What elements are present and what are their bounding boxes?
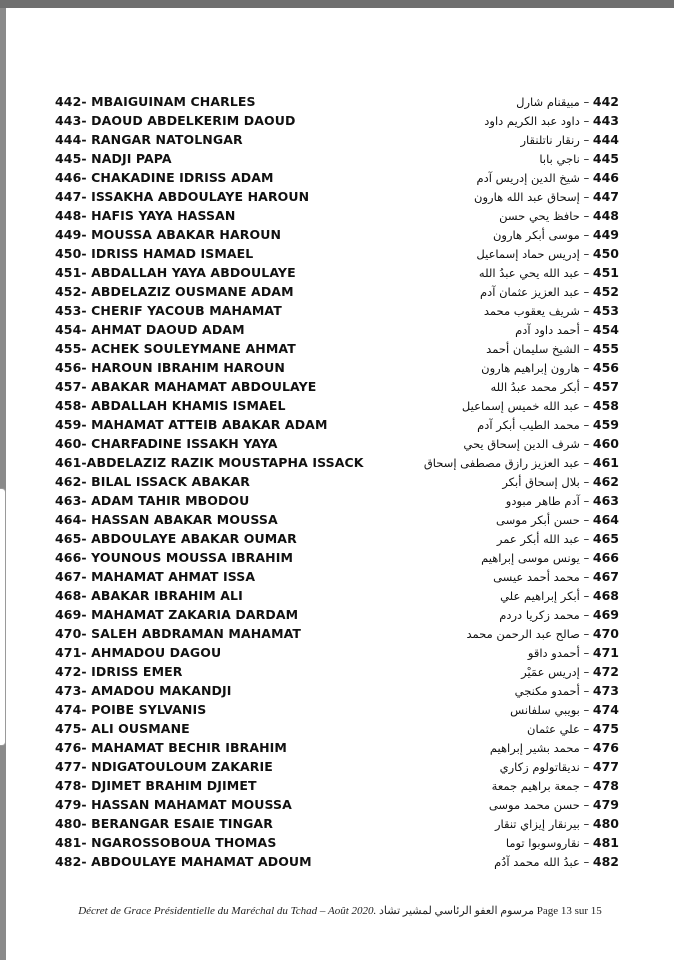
arabic-entry: 466 – يونس موسى إبراهيم [481, 550, 619, 565]
list-item [6, 187, 674, 206]
entry-number: 454 [592, 322, 619, 337]
latin-name: 466- YOUNOUS MOUSSA IBRAHIM [55, 550, 294, 565]
arabic-name: محمد الطيب أبكر آدم [477, 418, 580, 432]
arabic-entry: 451 – عبد الله يحي عبدُ الله [478, 265, 619, 280]
latin-name: 470- SALEH ABDRAMAN MAHAMAT [55, 626, 302, 641]
arabic-entry: 442 – مبيقنام شارل [516, 94, 619, 109]
list-item [6, 453, 674, 472]
arabic-name: نديقاتولوم زكاري [499, 760, 580, 774]
latin-name: 482- ABDOULAYE MAHAMAT ADOUM [55, 854, 312, 869]
arabic-entry: 471 – أحمدو داقو [527, 645, 619, 660]
entry-number: 471 [592, 645, 619, 660]
arabic-name: عبد الله خميس إسماعيل [461, 399, 580, 413]
latin-name: 467- MAHAMAT AHMAT ISSA [55, 569, 256, 584]
arabic-entry: 468 – أبكر إبراهيم علي [500, 588, 619, 603]
arabic-name: آدم طاهر مبودو [505, 494, 580, 508]
entry-number: 462 [592, 474, 619, 489]
list-item [6, 206, 674, 225]
latin-name: 469- MAHAMAT ZAKARIA DARDAM [55, 607, 299, 622]
entry-number: 481 [592, 835, 619, 850]
latin-name: 468- ABAKAR IBRAHIM ALI [55, 588, 243, 603]
arabic-name: شرف الدين إسحاق يحي [463, 437, 580, 451]
latin-name: 481- NGAROSSOBOUA THOMAS [55, 835, 277, 850]
entry-number: 444 [592, 132, 619, 147]
entry-number: 477 [592, 759, 619, 774]
arabic-entry: 473 – أحمدو مكنجي [514, 683, 619, 698]
latin-name: 447- ISSAKHA ABDOULAYE HAROUN [55, 189, 310, 204]
arabic-name: داود عبد الكريم داود [484, 114, 580, 128]
arabic-entry: 464 – حسن أبكر موسى [495, 512, 619, 527]
entry-number: 482 [592, 854, 619, 869]
list-item [6, 624, 674, 643]
latin-name: 452- ABDELAZIZ OUSMANE ADAM [55, 284, 294, 299]
list-item [6, 662, 674, 681]
latin-name: 454- AHMAT DAOUD ADAM [55, 322, 245, 337]
arabic-entry: 478 – جمعة براهيم جمعة [491, 778, 619, 793]
arabic-entry: 461 – عبد العزيز رازق مصطفى إسحاق [423, 455, 619, 470]
list-item [6, 92, 674, 111]
latin-name: 476- MAHAMAT BECHIR IBRAHIM [55, 740, 287, 755]
list-item [6, 358, 674, 377]
arabic-name: علي عثمان [527, 722, 580, 736]
latin-name: 446- CHAKADINE IDRISS ADAM [55, 170, 274, 185]
list-item [6, 605, 674, 624]
arabic-entry: 462 – بلال إسحاق أبكر [502, 474, 619, 489]
entry-number: 445 [592, 151, 619, 166]
arabic-entry: 470 – صالح عبد الرحمن محمد [466, 626, 619, 641]
latin-name: 460- CHARFADINE ISSAKH YAYA [55, 436, 278, 451]
latin-name: 455- ACHEK SOULEYMANE AHMAT [55, 341, 296, 356]
list-item [6, 852, 674, 871]
list-item [6, 681, 674, 700]
arabic-entry: 447 – إسحاق عبد الله هارون [474, 189, 619, 204]
arabic-name: نقاروسوبوا توما [505, 836, 580, 850]
entry-number: 451 [592, 265, 619, 280]
latin-name: 471- AHMADOU DAGOU [55, 645, 222, 660]
arabic-name: بيرنقار إيزاي تنقار [494, 817, 580, 831]
entry-number: 450 [592, 246, 619, 261]
arabic-name: موسى أبكر هارون [492, 228, 580, 242]
arabic-entry: 452 – عبد العزيز عثمان آدم [480, 284, 619, 299]
footer-page-number: Page 13 sur 15 [536, 905, 602, 917]
arabic-name: أحمد داود آدم [515, 323, 580, 337]
list-item [6, 548, 674, 567]
entry-number: 446 [592, 170, 619, 185]
list-item [6, 567, 674, 586]
arabic-name: إدريس حماد إسماعيل [476, 247, 580, 261]
latin-name: 474- POIBE SYLVANIS [55, 702, 207, 717]
latin-name: 479- HASSAN MAHAMAT MOUSSA [55, 797, 292, 812]
arabic-entry: 450 – إدريس حماد إسماعيل [476, 246, 619, 261]
arabic-name: عبد الله يحي عبدُ الله [478, 266, 580, 280]
latin-name: 461-ABDELAZIZ RAZIK MOUSTAPHA ISSACK [55, 455, 364, 470]
entry-number: 475 [592, 721, 619, 736]
list-item [6, 586, 674, 605]
arabic-entry: 445 – ناجي بابا [539, 151, 619, 166]
arabic-entry: 477 – نديقاتولوم زكاري [499, 759, 619, 774]
list-item [6, 719, 674, 738]
entry-number: 457 [592, 379, 619, 394]
entry-number: 474 [592, 702, 619, 717]
latin-name: 473- AMADOU MAKANDJI [55, 683, 232, 698]
entry-number: 448 [592, 208, 619, 223]
list-item [6, 396, 674, 415]
list-item [6, 244, 674, 263]
list-item [6, 282, 674, 301]
entry-number: 464 [592, 512, 619, 527]
latin-name: 475- ALI OUSMANE [55, 721, 190, 736]
entry-number: 463 [592, 493, 619, 508]
arabic-entry: 475 – علي عثمان [527, 721, 619, 736]
arabic-entry: 480 – بيرنقار إيزاي تنقار [494, 816, 619, 831]
arabic-name: أبكر محمد عبدُ الله [490, 380, 580, 394]
entry-number: 476 [592, 740, 619, 755]
viewer-top-bar [0, 0, 674, 8]
entry-number: 443 [592, 113, 619, 128]
name-list [6, 92, 674, 871]
arabic-name: رنقار ناتلنقار [520, 133, 580, 147]
list-item [6, 814, 674, 833]
latin-name: 451- ABDALLAH YAYA ABDOULAYE [55, 265, 296, 280]
entry-number: 467 [592, 569, 619, 584]
list-item [6, 434, 674, 453]
arabic-entry: 476 – محمد بشير إبراهيم [489, 740, 619, 755]
arabic-entry: 444 – رنقار ناتلنقار [520, 132, 619, 147]
arabic-entry: 458 – عبد الله خميس إسماعيل [461, 398, 619, 413]
list-item [6, 111, 674, 130]
entry-number: 456 [592, 360, 619, 375]
arabic-name: حسن أبكر موسى [495, 513, 580, 527]
arabic-name: عبدُ الله محمد آدُم [494, 855, 580, 869]
footer-decree-title: Décret de Grace Présidentielle du Maréchal du Tchad – Août 2020. [78, 905, 377, 917]
list-item [6, 491, 674, 510]
list-item [6, 377, 674, 396]
latin-name: 444- RANGAR NATOLNGAR [55, 132, 243, 147]
list-item [6, 529, 674, 548]
arabic-entry: 443 – داود عبد الكريم داود [484, 113, 619, 128]
list-item [6, 225, 674, 244]
arabic-entry: 467 – محمد أحمد عيسى [493, 569, 619, 584]
list-item [6, 833, 674, 852]
list-item [6, 168, 674, 187]
arabic-name: مبيقنام شارل [516, 95, 580, 109]
entry-number: 458 [592, 398, 619, 413]
arabic-name: الشيخ سليمان أحمد [486, 342, 580, 356]
latin-name: 457- ABAKAR MAHAMAT ABDOULAYE [55, 379, 317, 394]
list-item [6, 472, 674, 491]
arabic-name: أحمدو مكنجي [514, 684, 580, 698]
entry-number: 472 [592, 664, 619, 679]
document-page [6, 8, 674, 960]
list-item [6, 757, 674, 776]
latin-name: 443- DAOUD ABDELKERIM DAOUD [55, 113, 296, 128]
arabic-name: هارون إبراهيم هارون [481, 361, 580, 375]
list-item [6, 700, 674, 719]
list-item [6, 415, 674, 434]
list-item [6, 339, 674, 358]
arabic-name: أحمدو داقو [527, 646, 580, 660]
list-item [6, 320, 674, 339]
entry-number: 468 [592, 588, 619, 603]
list-item [6, 130, 674, 149]
arabic-name: شريف يعقوب محمد [483, 304, 580, 318]
latin-name: 456- HAROUN IBRAHIM HAROUN [55, 360, 285, 375]
arabic-entry: 459 – محمد الطيب أبكر آدم [477, 417, 619, 432]
entry-number: 461 [592, 455, 619, 470]
page-footer [6, 904, 674, 917]
latin-name: 449- MOUSSA ABAKAR HAROUN [55, 227, 282, 242]
entry-number: 465 [592, 531, 619, 546]
footer-arabic-title: مرسوم العفو الرئاسي لمشير تشاد [379, 905, 534, 917]
arabic-entry: 456 – هارون إبراهيم هارون [481, 360, 619, 375]
entry-number: 469 [592, 607, 619, 622]
latin-name: 458- ABDALLAH KHAMIS ISMAEL [55, 398, 286, 413]
latin-name: 478- DJIMET BRAHIM DJIMET [55, 778, 257, 793]
entry-number: 442 [592, 94, 619, 109]
entry-number: 480 [592, 816, 619, 831]
latin-name: 448- HAFIS YAYA HASSAN [55, 208, 236, 223]
latin-name: 450- IDRISS HAMAD ISMAEL [55, 246, 254, 261]
arabic-entry: 482 – عبدُ الله محمد آدُم [494, 854, 619, 869]
arabic-entry: 446 – شيخ الدين إدريس آدم [476, 170, 619, 185]
arabic-entry: 448 – حافظ يحي حسن [499, 208, 619, 223]
entry-number: 470 [592, 626, 619, 641]
arabic-name: شيخ الدين إدريس آدم [476, 171, 580, 185]
arabic-name: حافظ يحي حسن [499, 209, 580, 223]
arabic-entry: 481 – نقاروسوبوا توما [505, 835, 619, 850]
arabic-entry: 463 – آدم طاهر مبودو [505, 493, 619, 508]
entry-number: 455 [592, 341, 619, 356]
arabic-name: حسن محمد موسى [488, 798, 580, 812]
arabic-entry: 460 – شرف الدين إسحاق يحي [463, 436, 619, 451]
list-item [6, 643, 674, 662]
list-item [6, 301, 674, 320]
arabic-entry: 474 – بويبي سلفانس [510, 702, 619, 717]
entry-number: 466 [592, 550, 619, 565]
arabic-name: إدريس عمَيْر [521, 665, 580, 679]
entry-number: 479 [592, 797, 619, 812]
latin-name: 472- IDRISS EMER [55, 664, 183, 679]
arabic-name: عبد العزيز رازق مصطفى إسحاق [423, 456, 580, 470]
list-item [6, 149, 674, 168]
entry-number: 447 [592, 189, 619, 204]
list-item [6, 738, 674, 757]
entry-number: 452 [592, 284, 619, 299]
latin-name: 480- BERANGAR ESAIE TINGAR [55, 816, 273, 831]
list-item [6, 795, 674, 814]
latin-name: 462- BILAL ISSACK ABAKAR [55, 474, 251, 489]
latin-name: 459- MAHAMAT ATTEIB ABAKAR ADAM [55, 417, 328, 432]
arabic-name: عبد الله أبكر عمر [496, 532, 580, 546]
arabic-name: أبكر إبراهيم علي [500, 589, 580, 603]
arabic-entry: 453 – شريف يعقوب محمد [483, 303, 619, 318]
entry-number: 473 [592, 683, 619, 698]
entry-number: 460 [592, 436, 619, 451]
latin-name: 464- HASSAN ABAKAR MOUSSA [55, 512, 278, 527]
entry-number: 459 [592, 417, 619, 432]
arabic-entry: 469 – محمد زكريا دردم [499, 607, 619, 622]
entry-number: 478 [592, 778, 619, 793]
arabic-entry: 454 – أحمد داود آدم [515, 322, 619, 337]
latin-name: 463- ADAM TAHIR MBODOU [55, 493, 250, 508]
latin-name: 477- NDIGATOULOUM ZAKARIE [55, 759, 273, 774]
arabic-name: بلال إسحاق أبكر [502, 475, 580, 489]
latin-name: 453- CHERIF YACOUB MAHAMAT [55, 303, 282, 318]
entry-number: 449 [592, 227, 619, 242]
arabic-name: صالح عبد الرحمن محمد [466, 627, 580, 641]
latin-name: 445- NADJI PAPA [55, 151, 172, 166]
arabic-name: ناجي بابا [539, 152, 580, 166]
list-item [6, 263, 674, 282]
arabic-name: إسحاق عبد الله هارون [474, 190, 580, 204]
list-item [6, 510, 674, 529]
arabic-name: محمد أحمد عيسى [493, 570, 580, 584]
arabic-name: بويبي سلفانس [510, 703, 580, 717]
latin-name: 465- ABDOULAYE ABAKAR OUMAR [55, 531, 297, 546]
entry-number: 453 [592, 303, 619, 318]
arabic-name: جمعة براهيم جمعة [491, 779, 580, 793]
arabic-name: محمد زكريا دردم [499, 608, 580, 622]
arabic-entry: 465 – عبد الله أبكر عمر [496, 531, 619, 546]
arabic-name: عبد العزيز عثمان آدم [480, 285, 580, 299]
arabic-name: يونس موسى إبراهيم [481, 551, 580, 565]
latin-name: 442- MBAIGUINAM CHARLES [55, 94, 256, 109]
arabic-entry: 455 – الشيخ سليمان أحمد [486, 341, 619, 356]
arabic-entry: 479 – حسن محمد موسى [488, 797, 619, 812]
list-item [6, 776, 674, 795]
arabic-entry: 449 – موسى أبكر هارون [492, 227, 619, 242]
arabic-entry: 457 – أبكر محمد عبدُ الله [490, 379, 619, 394]
arabic-name: محمد بشير إبراهيم [489, 741, 580, 755]
arabic-entry: 472 – إدريس عمَيْر [521, 664, 619, 679]
